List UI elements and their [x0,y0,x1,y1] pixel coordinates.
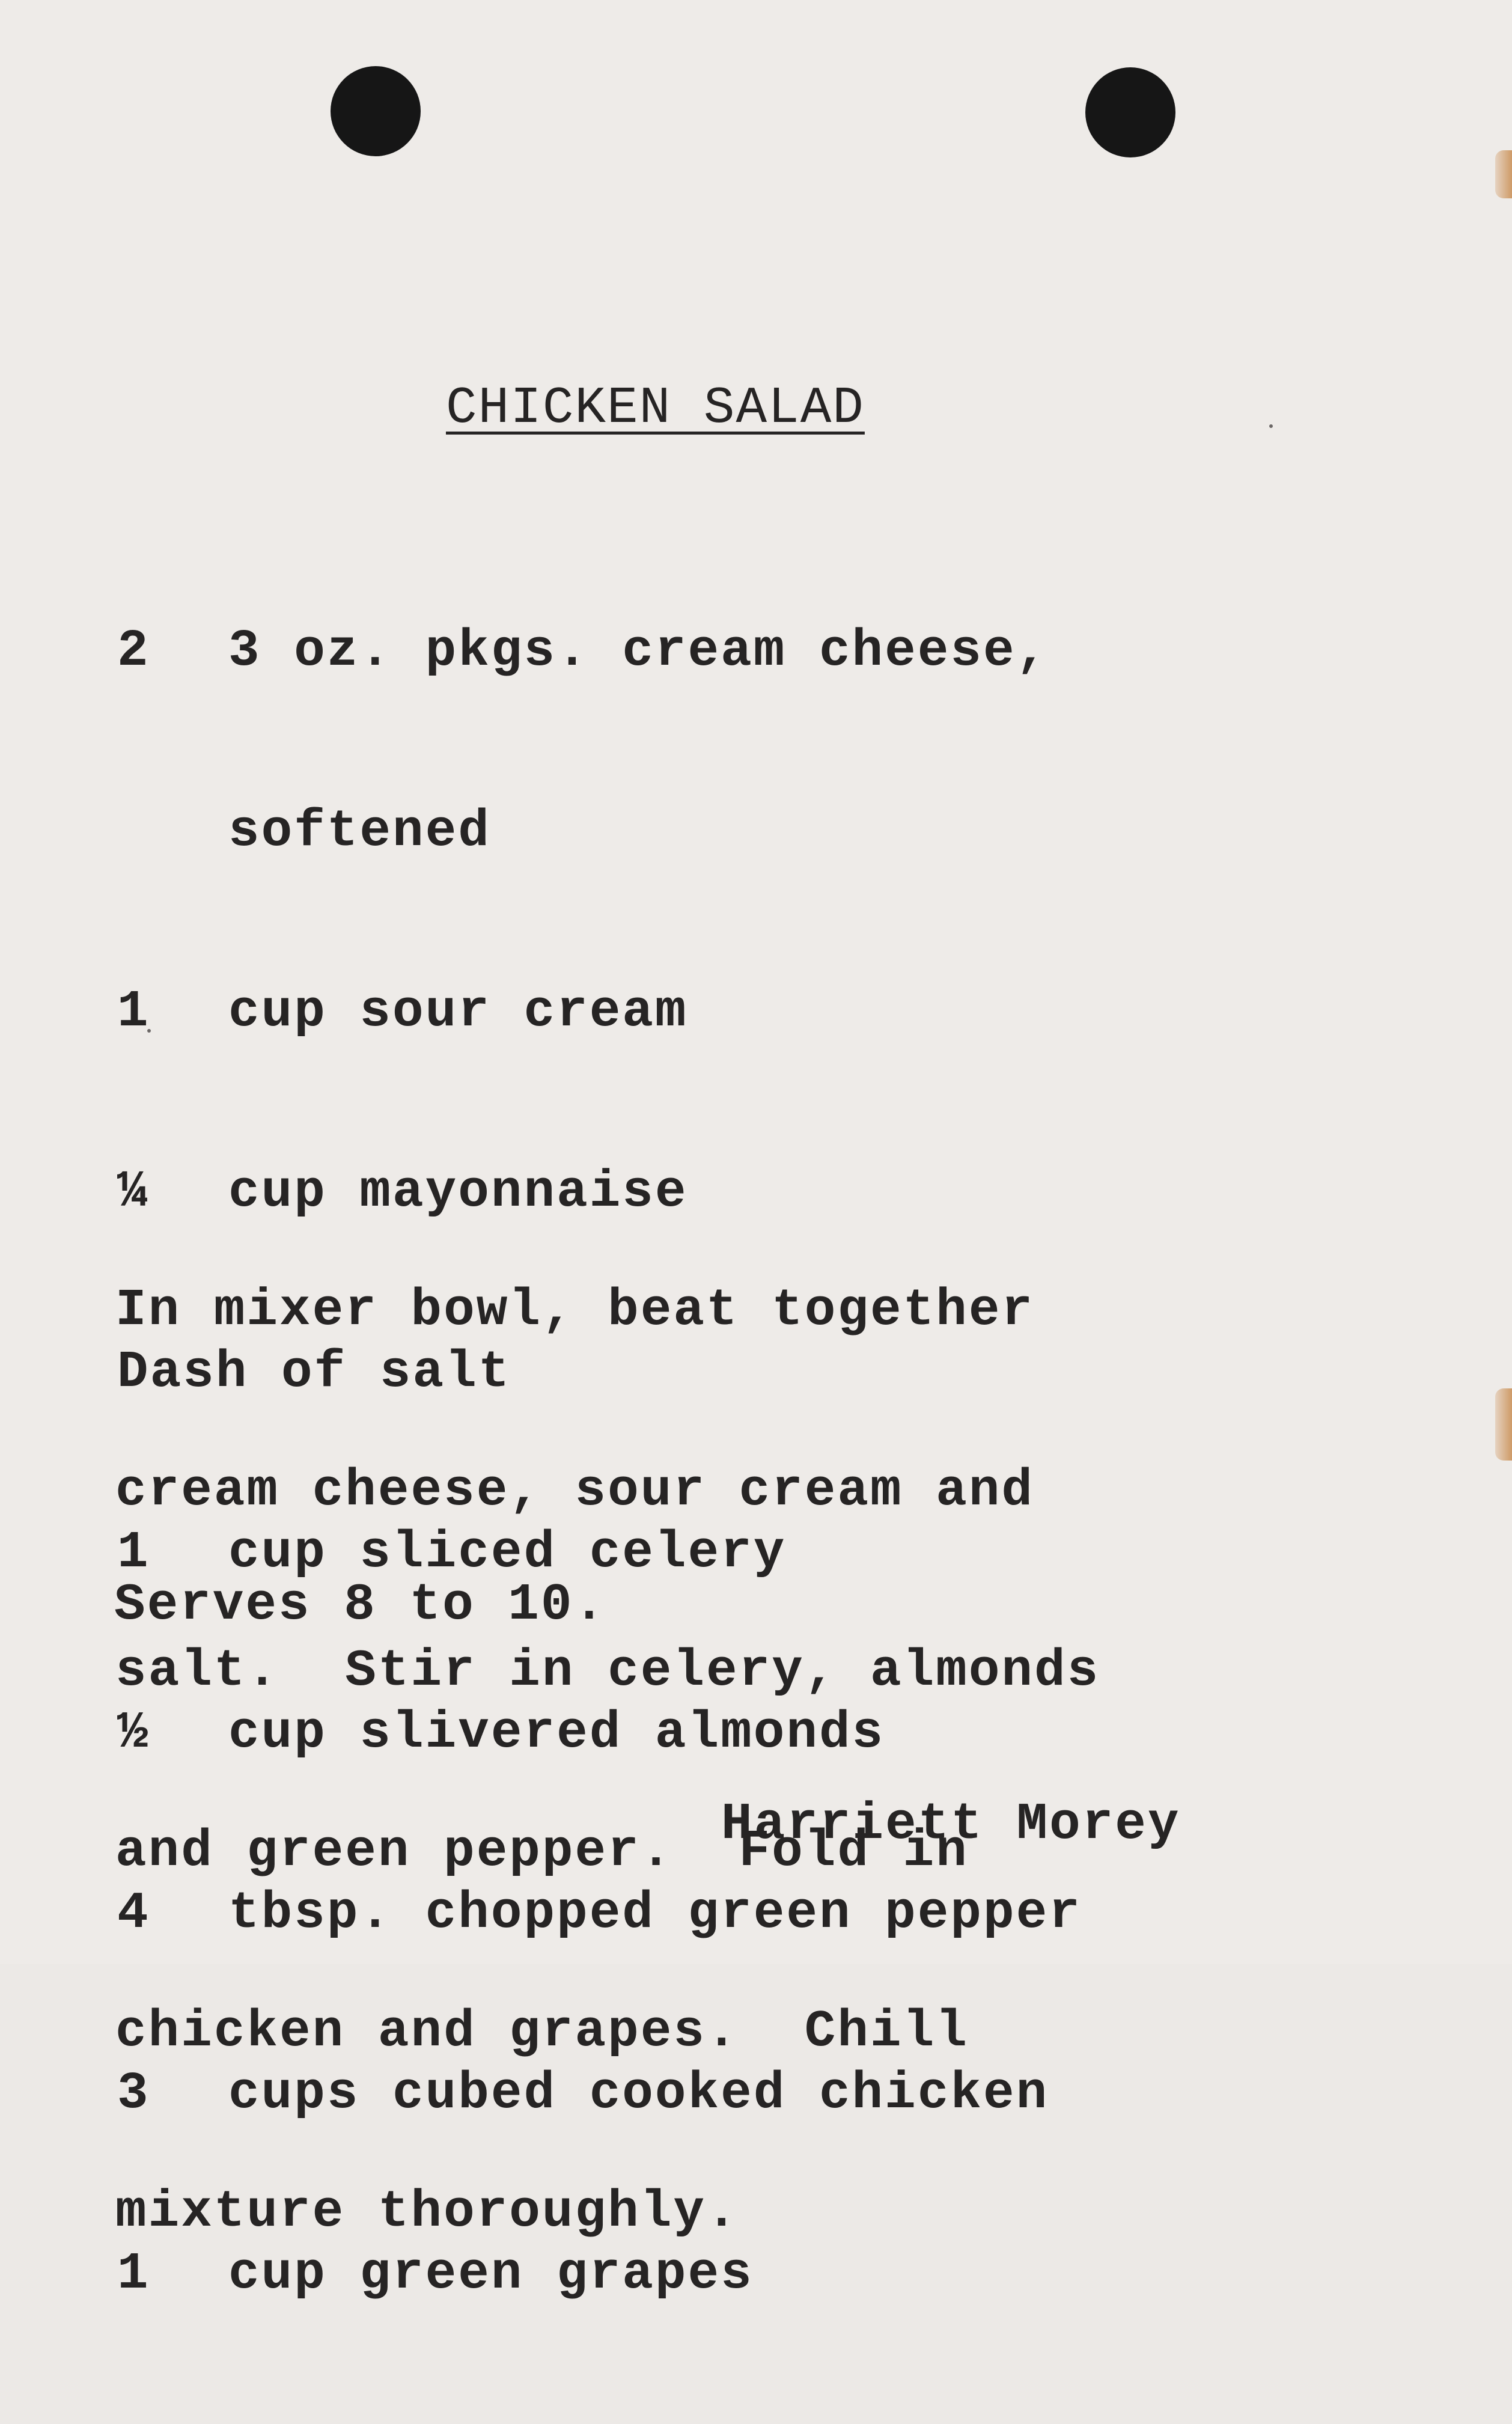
ingredient-text: cups cubed cooked chicken [228,2064,1049,2123]
ink-speck [1269,424,1273,428]
ingredient-quantity: ½ [117,1703,150,1762]
punch-hole-right [1085,67,1175,157]
method-line: cream cheese, sour cream and [115,1461,1035,1520]
ingredient-line [117,982,1082,1042]
author-name: Harriett Morey [721,1795,1181,1854]
recipe-title: CHICKEN SALAD [446,379,865,438]
ingredient-text: Dash of salt [117,1343,511,1402]
serving-size: Serves 8 to 10. [114,1575,607,1634]
ingredient-line [117,801,1082,861]
ingredient-text: cup slivered almonds [228,1703,885,1762]
ingredient-text: 3 oz. pkgs. cream cheese, [228,621,1049,680]
ingredient-text: cup sliced celery [228,1523,787,1582]
ingredient-line [117,621,1082,681]
ingredient-quantity: 1 [117,982,150,1041]
ingredient-quantity: 4 [117,1884,150,1943]
method-line: chicken and grapes. Chill [115,2002,969,2061]
ingredient-text: tbsp. chopped green pepper [228,1884,1082,1943]
ingredient-quantity: 1 [117,1523,150,1582]
ingredient-text: cup sour cream [228,982,688,1041]
ingredient-text: cup mayonnaise [228,1162,688,1221]
method-line: mixture thoroughly. [115,2182,739,2241]
method-line: In mixer bowl, beat together [115,1281,1035,1340]
punch-hole-left [331,66,421,156]
ingredient-quantity: ¼ [117,1162,150,1221]
method-line: and green pepper. Fold in [115,1822,969,1881]
method-paragraph [115,1160,1100,2362]
ingredient-quantity: 1 [117,2244,150,2303]
method-line: salt. Stir in celery, almonds [115,1641,1100,1700]
ingredient-quantity: 3 [117,2064,150,2123]
ingredient-quantity: 2 [117,621,150,680]
ingredient-text: cup green grapes [228,2244,754,2303]
edge-stain [1495,1388,1512,1461]
ingredient-text: softened [228,802,491,861]
edge-stain [1495,150,1512,198]
